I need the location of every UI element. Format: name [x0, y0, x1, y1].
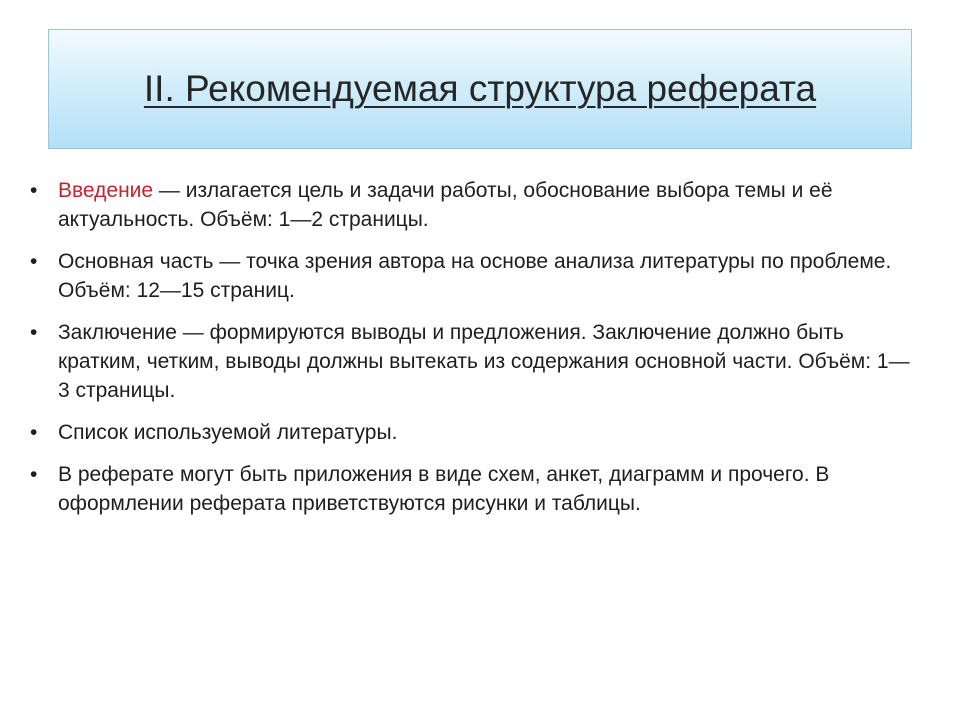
bullet-item-appendices — [30, 460, 910, 518]
bullet-text: — излагается цель и задачи работы, обоснование выбора темы и её актуальность. Объём: 1—2 страницы. — [58, 179, 833, 231]
bullet-item-main-part — [30, 247, 910, 305]
bullet-icon: • — [30, 179, 38, 202]
bullet-icon: • — [30, 421, 38, 444]
bullet-text: Основная часть — точка зрения автора на основе анализа литературы по проблеме. Объём: 12—15 страниц. — [58, 250, 892, 302]
title-banner — [48, 29, 912, 149]
bullet-icon: • — [30, 250, 38, 273]
bullet-text: В реферате могут быть приложения в виде схем, анкет, диаграмм и прочего. В оформлении реферата приветствуются рисунки и таблицы. — [58, 463, 830, 515]
bullet-list — [30, 176, 910, 531]
bullet-icon: • — [30, 321, 38, 344]
bullet-text: Список используемой литературы. — [58, 421, 398, 444]
bullet-icon: • — [30, 463, 38, 486]
slide-title: II. Рекомендуемая структура реферата — [143, 68, 817, 109]
bullet-highlight: Введение — [58, 179, 154, 202]
bullet-text: Заключение — формируются выводы и предложения. Заключение должно быть кратким, четким, выводы должны вытекать из содержания основной части. Объём: 1—3 страницы. — [58, 321, 910, 402]
bullet-item-conclusion — [30, 318, 910, 405]
bullet-item-bibliography — [30, 418, 910, 447]
bullet-item-introduction — [30, 176, 910, 234]
